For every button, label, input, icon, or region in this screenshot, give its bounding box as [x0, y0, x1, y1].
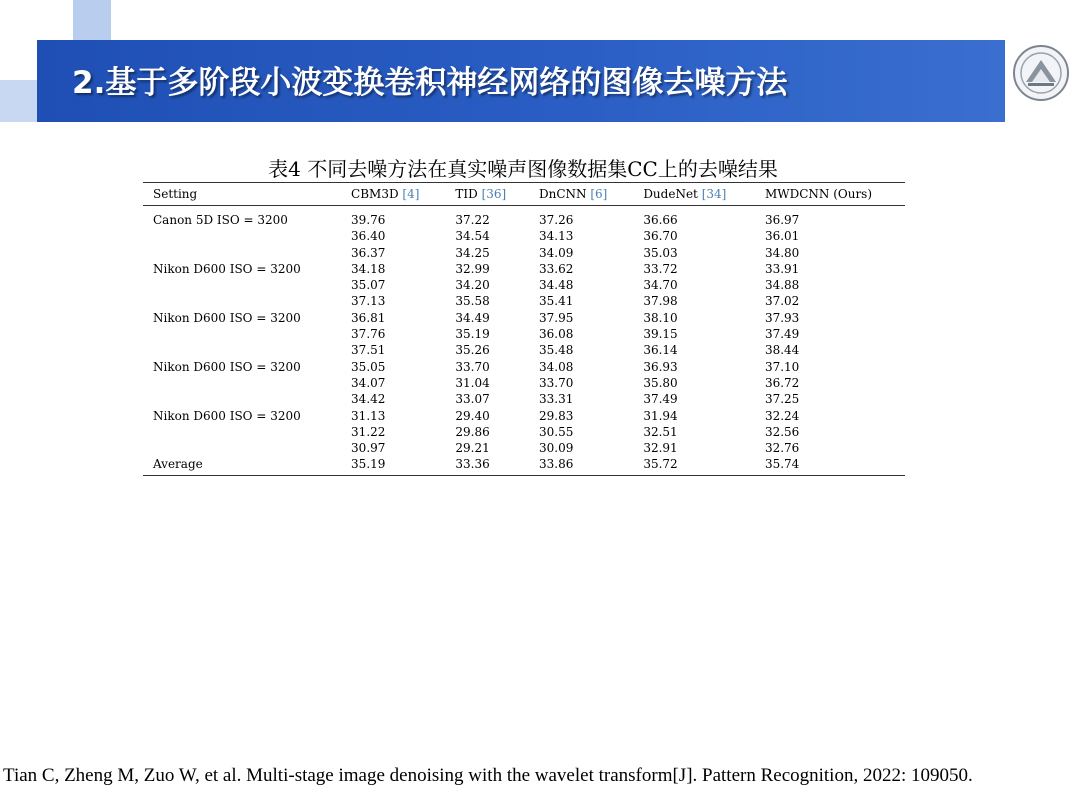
psnr-cell: 33.62 [539, 261, 574, 276]
table-row [143, 359, 905, 375]
psnr-cell: 34.13 [539, 229, 574, 244]
psnr-cell: 37.49 [764, 327, 800, 342]
psnr-cell: 33.36 [445, 456, 529, 475]
psnr-cell: 34.09 [539, 245, 574, 260]
psnr-cell: 35.58 [455, 294, 490, 309]
setting-cell [143, 228, 341, 244]
psnr-cell: 37.76 [351, 327, 386, 342]
psnr-cell: 29.83 [539, 408, 574, 423]
table-row [143, 277, 905, 293]
slide-title: 2.基于多阶段小波变换卷积神经网络的图像去噪方法 [72, 65, 788, 101]
column-header-label: Setting [153, 187, 198, 201]
psnr-cell: 37.22 [455, 213, 490, 227]
psnr-cell: 34.49 [455, 310, 490, 325]
psnr-cell: 35.19 [455, 327, 490, 342]
psnr-cell: 36.93 [643, 359, 678, 374]
psnr-cell: 39.76 [351, 213, 386, 227]
setting-cell [143, 293, 341, 309]
table-row [143, 391, 905, 407]
table-row [143, 206, 905, 229]
psnr-cell: 35.05 [351, 359, 386, 374]
setting-cell: Canon 5D ISO = 3200 [153, 213, 288, 227]
psnr-cell: 29.86 [455, 424, 490, 439]
column-header-label: DnCNN [539, 187, 587, 201]
psnr-cell: 33.91 [764, 261, 800, 276]
citation: Tian C, Zheng M, Zuo W, et al. Multi-stage image denoising with the wavelet transform[J]. Pattern Recognition, 2022: 109050. [3, 765, 973, 786]
table-row [143, 228, 905, 244]
psnr-cell: 35.80 [643, 375, 678, 390]
psnr-cell: 33.31 [539, 392, 574, 407]
setting-cell [143, 277, 341, 293]
psnr-cell: 36.66 [643, 213, 678, 227]
psnr-cell: 37.25 [764, 392, 800, 407]
psnr-cell: 36.37 [351, 245, 386, 260]
table-row [143, 326, 905, 342]
psnr-cell: 36.72 [764, 375, 800, 390]
psnr-cell: 36.14 [643, 343, 678, 358]
decorative-square [73, 0, 111, 40]
psnr-cell: 30.97 [351, 441, 386, 456]
table-row [143, 440, 905, 456]
psnr-cell: 34.48 [539, 278, 574, 293]
table-row [143, 342, 905, 358]
psnr-cell: 37.49 [643, 392, 678, 407]
table-row [143, 424, 905, 440]
table-body [143, 206, 905, 476]
psnr-cell: 35.26 [455, 343, 490, 358]
psnr-cell: 38.10 [643, 310, 678, 325]
psnr-cell: 35.03 [643, 245, 678, 260]
setting-cell [143, 326, 341, 342]
psnr-cell: 30.09 [539, 441, 574, 456]
university-emblem-icon [1008, 42, 1074, 104]
psnr-cell: 33.72 [643, 261, 678, 276]
setting-cell [143, 424, 341, 440]
psnr-cell: 37.98 [643, 294, 678, 309]
psnr-cell: 38.44 [764, 343, 800, 358]
table-row [143, 245, 905, 261]
psnr-cell: 33.70 [539, 375, 574, 390]
reference-link: [34] [701, 187, 727, 201]
psnr-cell: 35.41 [539, 294, 574, 309]
psnr-cell: 37.10 [764, 359, 800, 374]
setting-cell [143, 391, 341, 407]
psnr-cell: 34.20 [455, 278, 490, 293]
psnr-cell: 36.81 [351, 310, 386, 325]
column-header [445, 183, 529, 206]
column-header [529, 183, 633, 206]
psnr-cell: 35.19 [341, 456, 445, 475]
reference-link: [4] [402, 187, 420, 201]
psnr-cell: 29.40 [455, 408, 490, 423]
psnr-cell: 33.86 [529, 456, 633, 475]
reference-link: [36] [481, 187, 507, 201]
psnr-cell: 31.13 [351, 408, 386, 423]
table-row [143, 408, 905, 424]
psnr-cell: 34.88 [764, 278, 800, 293]
psnr-cell: 35.72 [633, 456, 755, 475]
psnr-cell: 32.91 [643, 441, 678, 456]
psnr-cell: 34.42 [351, 392, 386, 407]
psnr-cell: 37.02 [764, 294, 800, 309]
table-row [143, 456, 905, 475]
psnr-cell: 34.70 [643, 278, 678, 293]
psnr-cell: 32.51 [643, 424, 678, 439]
setting-cell [143, 245, 341, 261]
psnr-cell: 32.56 [764, 424, 800, 439]
setting-cell: Nikon D600 ISO = 3200 [153, 310, 301, 325]
table-row [143, 293, 905, 309]
psnr-cell: 37.13 [351, 294, 386, 309]
psnr-cell: 37.93 [764, 310, 800, 325]
psnr-cell: 35.74 [755, 456, 905, 475]
psnr-cell: 34.54 [455, 229, 490, 244]
psnr-cell: 39.15 [643, 327, 678, 342]
psnr-cell: 37.26 [539, 213, 574, 227]
setting-cell [143, 440, 341, 456]
psnr-cell: 33.07 [455, 392, 490, 407]
psnr-cell: 36.08 [539, 327, 574, 342]
psnr-cell: 34.18 [351, 261, 386, 276]
psnr-cell: 36.70 [643, 229, 678, 244]
psnr-cell: 31.04 [455, 375, 490, 390]
column-header-label: DudeNet [643, 187, 698, 201]
table-caption: 表4 不同去噪方法在真实噪声图像数据集CC上的去噪结果 [268, 157, 778, 181]
psnr-cell: 34.08 [539, 359, 574, 374]
column-header-label: TID [455, 187, 478, 201]
column-header [143, 183, 341, 206]
setting-cell: Nikon D600 ISO = 3200 [153, 359, 301, 374]
table-header-row [143, 183, 905, 206]
column-header [755, 183, 905, 206]
setting-cell: Nikon D600 ISO = 3200 [153, 408, 301, 423]
psnr-cell: 37.51 [351, 343, 386, 358]
psnr-cell: 37.95 [539, 310, 574, 325]
setting-cell [143, 342, 341, 358]
psnr-cell: 36.97 [764, 213, 800, 227]
psnr-cell: 36.01 [764, 229, 800, 244]
column-header-label: CBM3D [351, 187, 399, 201]
psnr-cell: 32.24 [764, 408, 800, 423]
column-header [341, 183, 445, 206]
decorative-square [0, 80, 40, 122]
psnr-cell: 32.99 [455, 261, 490, 276]
table-row [143, 375, 905, 391]
table-row [143, 261, 905, 277]
psnr-cell: 31.22 [351, 424, 386, 439]
psnr-cell: 34.80 [764, 245, 800, 260]
psnr-cell: 34.07 [351, 375, 386, 390]
reference-link: [6] [590, 187, 608, 201]
setting-cell: Average [143, 456, 341, 475]
psnr-cell: 33.70 [455, 359, 490, 374]
psnr-cell: 30.55 [539, 424, 574, 439]
setting-cell [143, 375, 341, 391]
setting-cell: Nikon D600 ISO = 3200 [153, 261, 301, 276]
psnr-cell: 29.21 [455, 441, 490, 456]
table-row [143, 310, 905, 326]
results-table [143, 182, 905, 476]
psnr-cell: 31.94 [643, 408, 678, 423]
column-header [633, 183, 755, 206]
psnr-cell: 32.76 [764, 441, 800, 456]
psnr-cell: 34.25 [455, 245, 490, 260]
psnr-cell: 36.40 [351, 229, 386, 244]
column-header-label: MWDCNN (Ours) [764, 187, 873, 201]
psnr-cell: 35.48 [539, 343, 574, 358]
psnr-cell: 35.07 [351, 278, 386, 293]
